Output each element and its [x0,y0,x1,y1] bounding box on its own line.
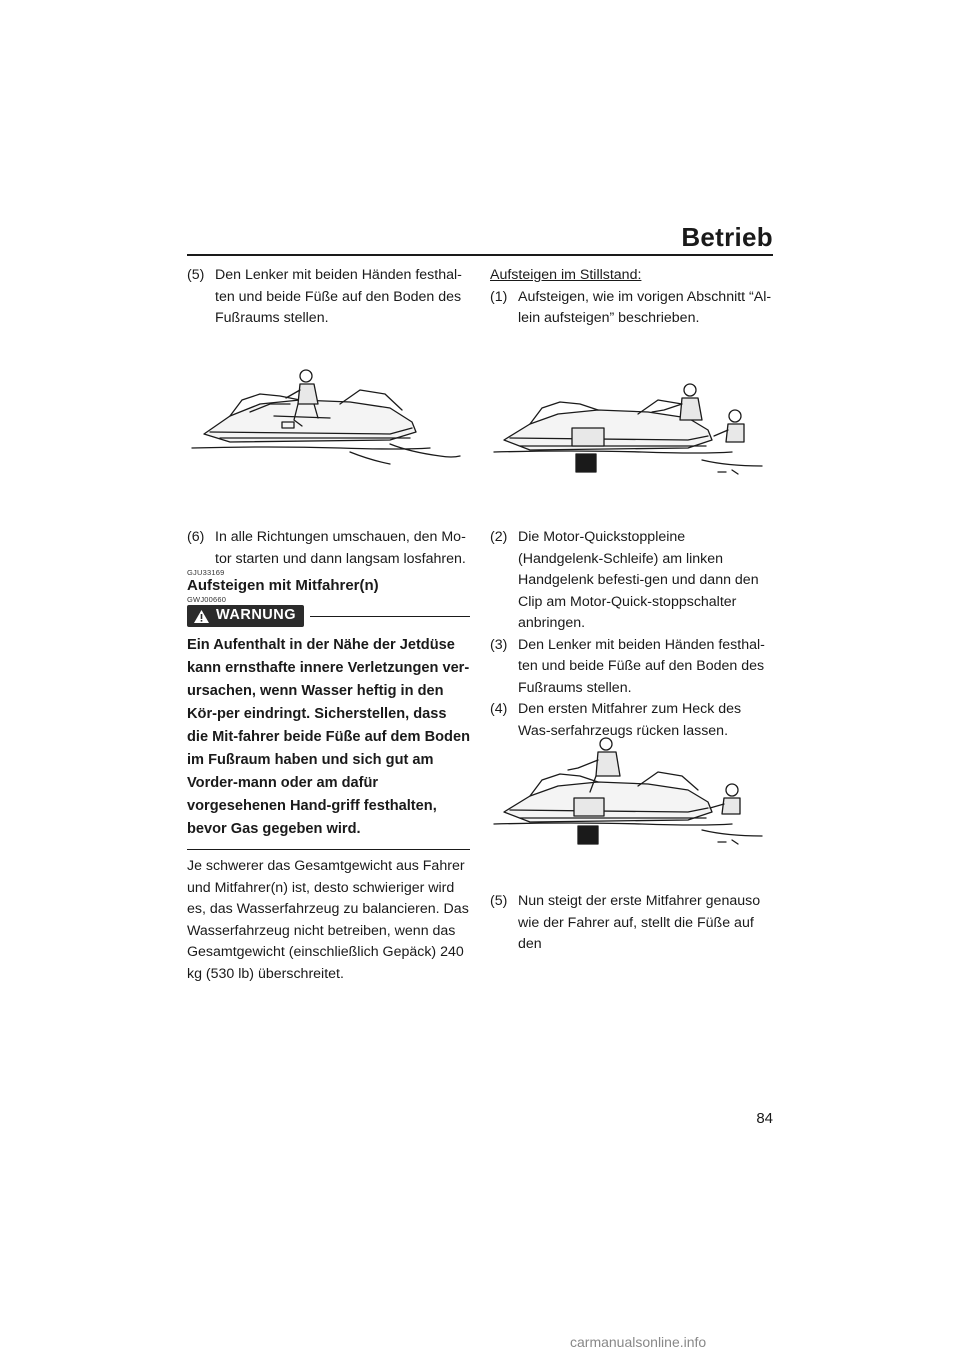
warning-badge [187,605,304,627]
warning-triangle-icon [193,609,210,624]
jetski-rider-illustration [190,360,470,470]
right-steps-2-4 [490,527,774,742]
page-title: Betrieb [681,222,773,252]
step-number: (4) [490,701,508,717]
step-text: Den Lenker mit beiden Händen festhal-ten und beide Füße auf den Boden des Fußraums stellen. [215,267,462,326]
jetski-passenger-water-illustration [492,378,772,480]
warning-label: WARNUNG [216,607,297,624]
watermark: carmanualsonline.info [570,1334,707,1350]
left-step-5 [187,265,470,330]
warning-rule [310,616,470,617]
step-number: (2) [490,529,508,545]
step-number: (3) [490,636,508,653]
section-passengers [187,569,470,985]
page-number: 84 [756,1110,773,1127]
header-rule [187,254,773,256]
step-text: Nun steigt der erste Mitfahrer genauso wie der Fahrer auf, stellt die Füße auf den [518,893,761,952]
step-text: Aufsteigen, wie im vorigen Abschnitt “Al-lein aufsteigen” beschrieben. [518,288,772,326]
warning-end-rule [187,849,470,850]
warning-text: Ein Aufenthalt in der Nähe der Jetdüse kann ernsthafte innere Verletzungen ver-ursachen, wenn Wasser heftig in den Kör-per eindringt. Sicherstellen, dass die Mit-fahrer beide Füße auf dem Boden im Fußraum haben und sich gut am Vorder-mann oder am dafür vorgesehenen Hand-griff festhalten, bevor Gas gegeben wird. [187,637,470,837]
jetski-passenger-boarding-illustration [492,732,772,852]
left-step-6 [187,527,470,570]
section-title: Aufsteigen mit Mitfahrer(n) [187,577,379,594]
body-paragraph: Je schwerer das Gesamtgewicht aus Fahrer und Mitfahrer(n) ist, desto schwieriger wird es, das Wasserfahrzeug zu balancieren. Das Wasserfahrzeug nicht betreiben, wenn das Gesamtgewicht (einschließlich Gepäck) 240 kg (530 lb) überschreitet. [187,858,469,982]
step-number: (1) [490,288,508,305]
sub-heading: Aufsteigen im Stillstand: [490,267,642,283]
warning-code: GWJ00660 [187,595,227,604]
step-text: In alle Richtungen umschauen, den Mo-tor starten und dann langsam losfahren. [215,529,466,567]
step-text: Den Lenker mit beiden Händen festhal-ten und beide Füße auf den Boden des Fußraums stellen. [518,636,765,696]
warning-header [187,605,470,627]
step-number: (6) [187,529,205,545]
step-number: (5) [187,267,205,283]
step-text: Den ersten Mitfahrer zum Heck des Was-serfahrzeugs rücken lassen. [518,701,742,739]
step-text: Die Motor-Quickstoppleine (Handgelenk-Schleife) am linken Handgelenk befesti-gen und dann den Clip am Motor-Quick-stoppschalter anbringen. [518,529,759,631]
step-number: (5) [490,893,508,909]
section-code: GJU33169 [187,568,225,577]
right-step-5 [490,891,774,956]
right-intro [490,265,774,330]
